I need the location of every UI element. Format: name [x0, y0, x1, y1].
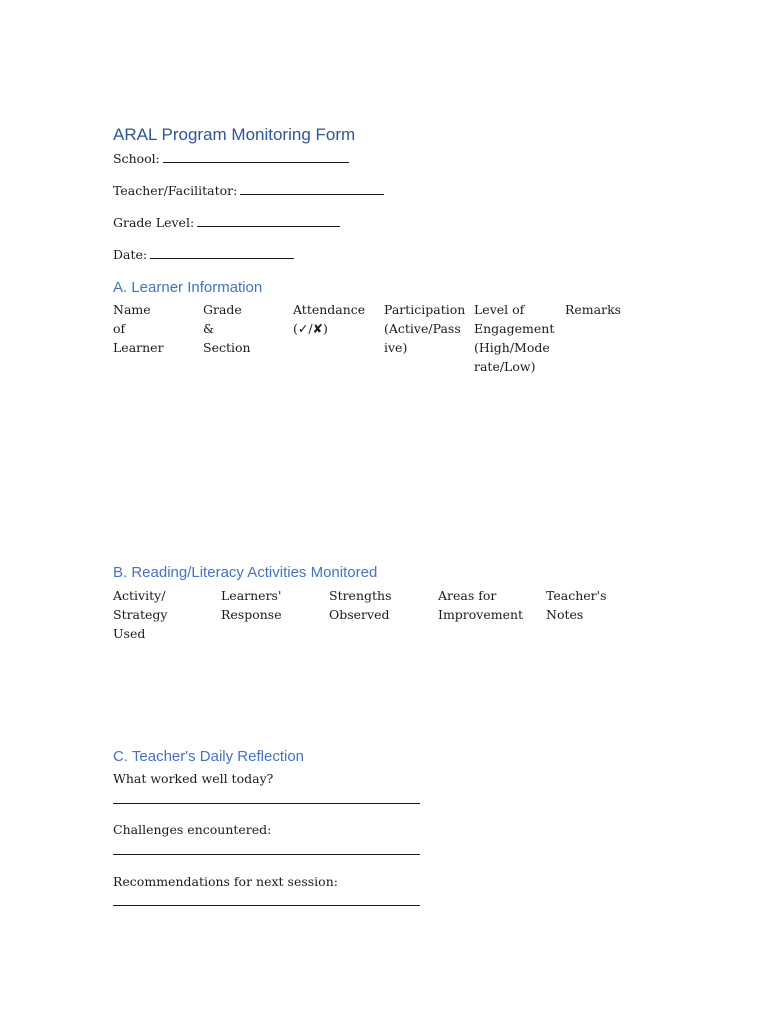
reflection-prompt: Recommendations for next session: — [113, 874, 338, 889]
column-header: Teacher's Notes — [546, 588, 607, 622]
column-header: Areas for Improvement — [438, 588, 524, 622]
column-header: Strengths Observed — [329, 588, 392, 622]
section-c-heading: C. Teacher's Daily Reflection — [113, 748, 305, 765]
date-field[interactable] — [113, 246, 294, 262]
form-title: ARAL Program Monitoring Form — [113, 125, 356, 144]
school-blank[interactable] — [163, 150, 349, 163]
section-b-heading: B. Reading/Literacy Activities Monitored — [113, 564, 378, 581]
school-field[interactable] — [113, 150, 349, 166]
column-header: Level of Engagement (High/Mode rate/Low) — [474, 302, 555, 374]
teacher-label: Teacher/Facilitator: — [113, 183, 238, 198]
teacher-field[interactable] — [113, 182, 384, 198]
teacher-blank[interactable] — [240, 182, 384, 195]
reflection-prompt: Challenges encountered: — [113, 822, 272, 837]
column-header: Participation (Active/Pass ive) — [384, 302, 466, 355]
column-header: Attendance (✓/✘) — [293, 302, 366, 336]
reflection-prompt: What worked well today? — [113, 771, 274, 786]
grade-level-blank[interactable] — [197, 214, 340, 227]
date-blank[interactable] — [150, 246, 294, 259]
column-header: Remarks — [565, 302, 622, 317]
grade-level-label: Grade Level: — [113, 215, 195, 230]
section-a-heading: A. Learner Information — [113, 279, 263, 296]
reflection-answer-line[interactable] — [113, 905, 420, 906]
grade-level-field[interactable] — [113, 214, 340, 230]
column-header: Activity/ Strategy Used — [113, 588, 168, 641]
reflection-answer-line[interactable] — [113, 854, 420, 855]
reflection-answer-line[interactable] — [113, 803, 420, 804]
column-header: Name of Learner — [113, 302, 164, 355]
column-header: Grade & Section — [203, 302, 251, 355]
column-header: Learners' Response — [221, 588, 282, 622]
school-label: School: — [113, 151, 160, 166]
date-label: Date: — [113, 247, 148, 262]
